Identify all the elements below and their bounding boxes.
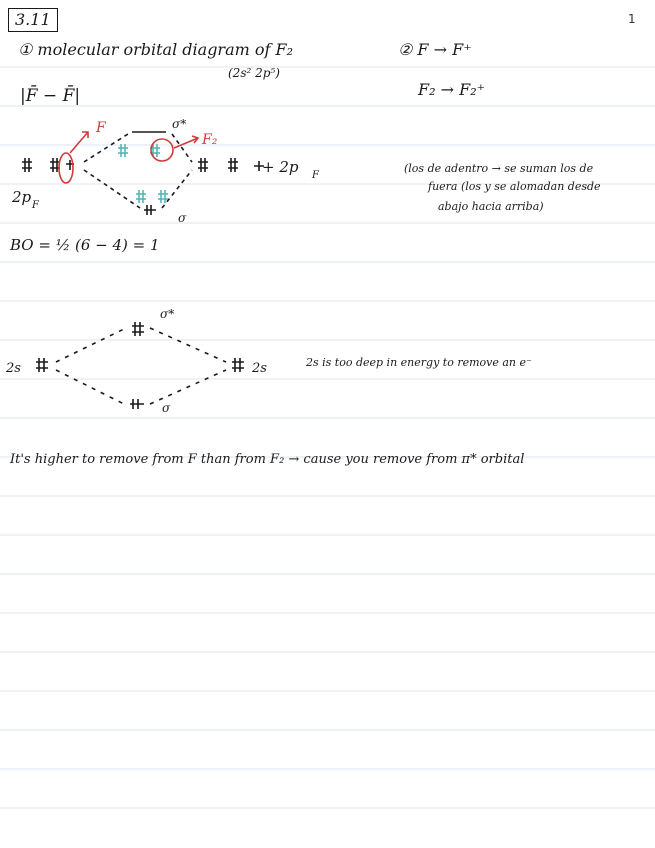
problem-number: 3.11 [8,8,58,32]
arrow-label-f: F [96,120,106,136]
bond-order: BO = ½ (6 − 4) = 1 [10,236,160,254]
part2-species: F₂ → F₂⁺ [418,80,486,99]
sigma-star-2s-label: σ* [160,307,175,321]
sigma-2s-label: σ [162,401,171,415]
right-2p-sub: F [312,170,319,181]
part2-title: ② F → F⁺ [398,40,472,59]
two-s-right-label: 2s [252,361,267,376]
spanish-note-line-1: (los de adentro → se suman los de [404,162,594,175]
lewis-structure: |F̄ − F̄| [20,86,81,106]
left-2p-sub: F [32,200,39,211]
two-s-left-label: 2s [6,361,21,376]
mo-diagram-2s [0,300,300,420]
spanish-note-line-3: abajo hacia arriba) [438,200,544,213]
conclusion: It's higher to remove from F than from F₂ → cause you remove from π* orbital [10,452,525,467]
part1-title: ① molecular orbital diagram of F₂ [18,40,294,59]
spanish-note-line-2: fuera (los y se alomadan desde [428,180,601,193]
mo-diagram-2p [0,110,330,230]
sigma-bottom-label: σ [178,211,187,225]
part1-config: (2s² 2p⁵) [228,66,280,80]
right-2p-label: + 2p [262,158,299,176]
two-s-note: 2s is too deep in energy to remove an e⁻ [306,356,532,369]
page-number: 1 [628,12,636,26]
arrow-label-f2: F₂ [202,132,218,148]
sigma-star-top-label: σ* [172,117,187,131]
left-2p-label: 2p [12,188,32,206]
